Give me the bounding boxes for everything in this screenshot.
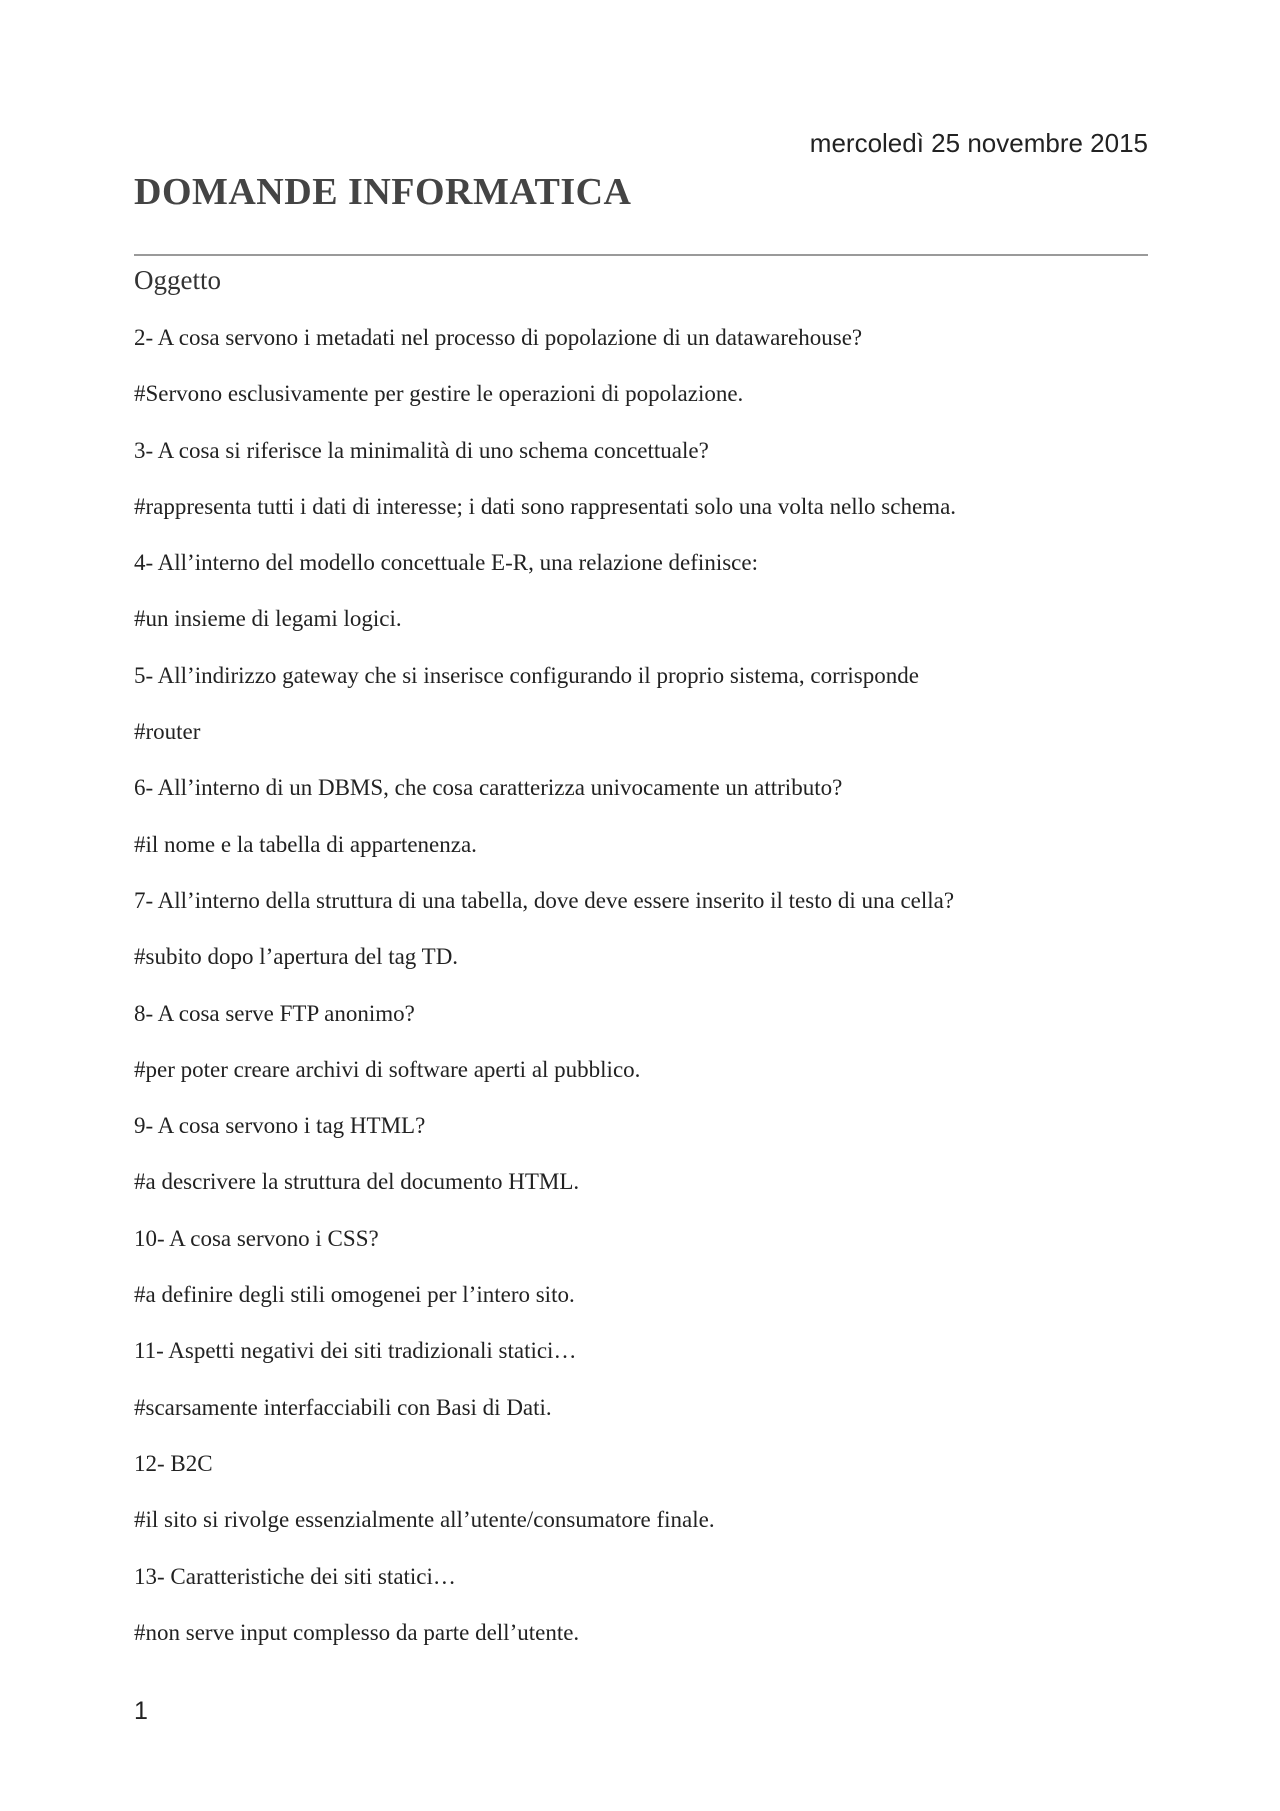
question-text: 10- A cosa servono i CSS? bbox=[134, 1225, 379, 1251]
answer-text: #rappresenta tutti i dati di interesse; i dati sono rappresentati solo una volta nello schema. bbox=[134, 493, 957, 519]
question-text: 2- A cosa servono i metadati nel processo di popolazione di un datawarehouse? bbox=[134, 325, 863, 350]
question-text: 13- Caratteristiche dei siti statici… bbox=[134, 1563, 456, 1589]
answer-text: #a descrivere la struttura del documento HTML. bbox=[134, 1169, 580, 1195]
answer-text: #subito dopo l’apertura del tag TD. bbox=[134, 944, 459, 970]
title-divider bbox=[134, 254, 1148, 256]
answer-text: #per poter creare archivi di software aperti al pubblico. bbox=[134, 1056, 641, 1082]
answer-text: #Servono esclusivamente per gestire le operazioni di popolazione. bbox=[134, 381, 744, 407]
document-date: mercoledì 25 novembre 2015 bbox=[809, 128, 1148, 158]
answer-text: #router bbox=[134, 719, 201, 745]
answer-text: #a definire degli stili omogenei per l’intero sito. bbox=[134, 1282, 575, 1308]
question-text: 12- B2C bbox=[134, 1450, 213, 1476]
question-text: 8- A cosa serve FTP anonimo? bbox=[134, 1000, 415, 1026]
question-text: 3- A cosa si riferisce la minimalità di uno schema concettuale? bbox=[134, 437, 709, 463]
answer-text: #un insieme di legami logici. bbox=[134, 606, 402, 632]
answer-text: #non serve input complesso da parte dell’utente. bbox=[134, 1619, 580, 1645]
qa-list bbox=[134, 324, 1148, 1675]
question-text: 11- Aspetti negativi dei siti tradizionali statici… bbox=[134, 1338, 577, 1364]
question-text: 4- All’interno del modello concettuale E-R, una relazione definisce: bbox=[134, 550, 758, 576]
question-text: 7- All’interno della struttura di una tabella, dove deve essere inserito il testo di una cella? bbox=[134, 887, 955, 913]
answer-text: #il nome e la tabella di appartenenza. bbox=[134, 831, 477, 857]
page-number: 1 bbox=[134, 1697, 148, 1725]
answer-text: #il sito si rivolge essenzialmente all’utente/consumatore finale. bbox=[134, 1507, 715, 1533]
answer-text: #scarsamente interfacciabili con Basi di Dati. bbox=[134, 1394, 552, 1420]
question-text: 6- All’interno di un DBMS, che cosa caratterizza univocamente un attributo? bbox=[134, 775, 843, 801]
document-title: DOMANDE INFORMATICA bbox=[134, 171, 632, 213]
question-text: 5- All’indirizzo gateway che si inserisce configurando il proprio sistema, corrisponde bbox=[134, 662, 919, 688]
subject-label: Oggetto bbox=[134, 265, 221, 295]
question-text: 9- A cosa servono i tag HTML? bbox=[134, 1113, 426, 1139]
